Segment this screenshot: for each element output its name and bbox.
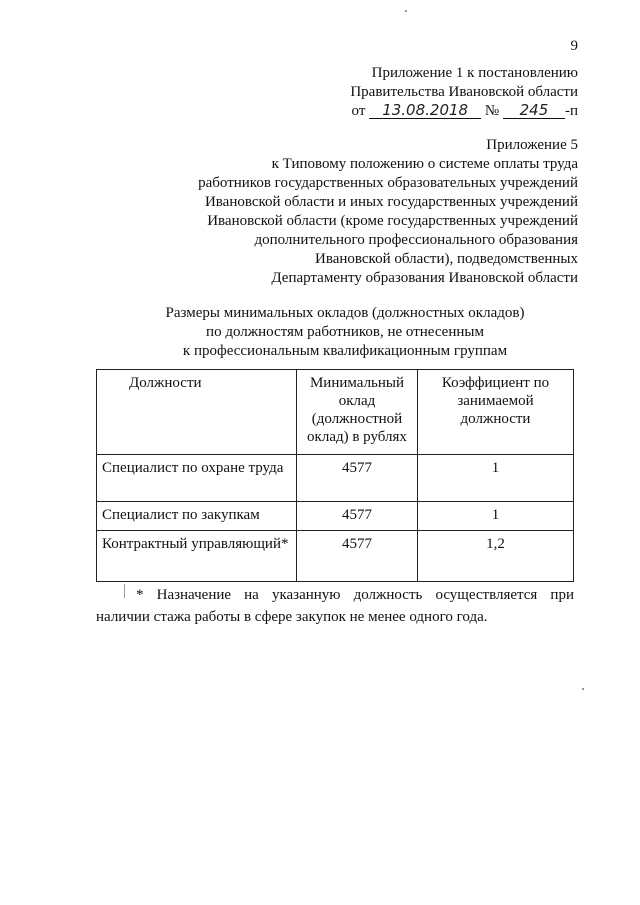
appendix-1-block [350, 64, 578, 121]
appendix-5-line: к Типовому положению о системе оплаты труда [271, 156, 578, 172]
cell-salary: 4577 [297, 531, 418, 582]
number-suffix: -п [564, 103, 578, 119]
appendix-1-line1: Приложение 1 к постановлению [371, 65, 578, 81]
table-row [97, 502, 574, 531]
salary-table [96, 369, 574, 582]
appendix-5-line: Ивановской области (кроме государственных учреждений [207, 213, 578, 229]
header-position: Должности [97, 370, 297, 455]
cell-position: Контрактный управляющий* [97, 531, 297, 582]
appendix-5-block [138, 136, 578, 288]
header-coefficient: Коэффициент по занимаемой должности [418, 370, 574, 455]
appendix-5-line: Департаменту образования Ивановской области [271, 270, 578, 286]
footnote: * Назначение на указанную должность осуществляется при наличии стажа работы в сфере закупок не менее одного года. [96, 587, 574, 625]
from-label: от [351, 103, 366, 119]
cell-salary: 4577 [297, 502, 418, 531]
appendix-1-line2: Правительства Ивановской области [350, 84, 578, 100]
table-row [97, 455, 574, 502]
table-heading [130, 304, 560, 361]
appendix-1-date-line [352, 102, 578, 121]
handwritten-number: 245 [503, 103, 565, 119]
scan-speck [405, 10, 407, 12]
table-row [97, 531, 574, 582]
cell-coefficient: 1,2 [418, 531, 574, 582]
heading-line: Размеры минимальных окладов (должностных окладов) [165, 305, 525, 321]
heading-line: к профессиональным квалификационным группам [182, 343, 508, 359]
heading-line: по должностям работников, не отнесенным [206, 324, 484, 340]
appendix-5-line: дополнительного профессионального образования [254, 232, 578, 248]
scan-speck [582, 688, 584, 690]
appendix-5-line: Ивановской области и иных государственных учреждений [204, 194, 578, 210]
cell-position: Специалист по закупкам [97, 502, 297, 531]
cell-salary: 4577 [297, 455, 418, 502]
appendix-5-title: Приложение 5 [486, 137, 578, 153]
header-salary: Минимальный оклад (должностной оклад) в рублях [297, 370, 418, 455]
number-label: № [484, 103, 500, 119]
appendix-5-line: Ивановской области), подведомственных [314, 251, 578, 267]
cell-coefficient: 1 [418, 455, 574, 502]
handwritten-date: 13.08.2018 [369, 103, 481, 119]
appendix-5-line: работников государственных образовательных учреждений [198, 175, 578, 191]
page-number: 9 [570, 38, 578, 54]
cell-position: Специалист по охране труда [97, 455, 297, 502]
cell-coefficient: 1 [418, 502, 574, 531]
table-header-row [97, 370, 574, 455]
